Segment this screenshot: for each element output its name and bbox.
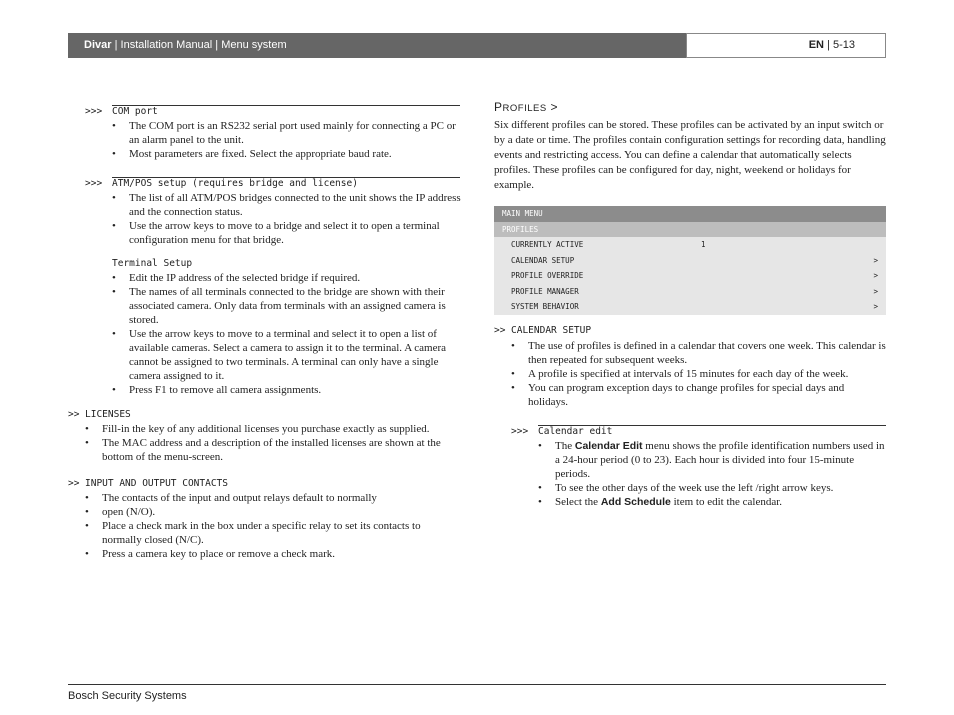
list-item: • The use of profiles is defined in a calendar that covers one week. This calendar is then repeated for subsequent weeks. (511, 339, 887, 367)
terminal-setup-heading: Terminal Setup (112, 258, 193, 269)
list-item: • Press F1 to remove all camera assignments. (112, 383, 462, 397)
calendar-edit-term: Calendar Edit (574, 440, 643, 452)
list-item: • open (N/O). (85, 505, 463, 519)
heading-prefix: >> (68, 409, 80, 420)
calendar-edit-list (538, 439, 888, 509)
list-item-text: The (555, 440, 575, 452)
heading-prefix: >>> (85, 178, 103, 189)
list-item: • Most parameters are fixed. Select the appropriate baud rate. (112, 147, 462, 161)
profiles-heading (494, 100, 558, 114)
list-item: • Fill-in the key of any additional licenses you purchase exactly as supplied. (85, 422, 463, 436)
header-separator: | (111, 39, 121, 51)
com-port-title: COM port (112, 106, 158, 117)
add-schedule-term: Add Schedule (600, 496, 671, 508)
calendar-edit-heading (511, 426, 612, 437)
list-item-text: item to edit the calendar. (670, 496, 783, 508)
list-item (538, 495, 888, 509)
menu-item-arrow: > (873, 302, 878, 311)
menu-item-arrow: > (873, 271, 878, 280)
licenses-heading (68, 409, 131, 420)
atm-pos-heading (85, 178, 358, 189)
io-contacts-title: INPUT AND OUTPUT CONTACTS (85, 478, 228, 489)
list-item-text: Select the (555, 496, 601, 508)
io-contacts-list (85, 491, 463, 561)
list-item: • To see the other days of the week use the left /right arrow keys. (538, 481, 888, 495)
header-language: EN (808, 39, 824, 51)
atm-pos-list (112, 191, 462, 247)
calendar-edit-title: Calendar edit (538, 426, 613, 437)
list-item: • Use the arrow keys to move to a terminal and select it to open a list of available cameras. Select a camera to assign it to the terminal. A camera cannot be assigned to two terminals. A terminal can only have a single camera assigned to it. (112, 327, 462, 383)
heading-prefix: >> (494, 325, 506, 336)
menu-item-label: CALENDAR SETUP (511, 255, 575, 265)
terminal-setup-list (112, 271, 462, 397)
header-page-box (686, 33, 886, 58)
footer-company: Bosch Security Systems (68, 690, 187, 702)
list-item: • Place a check mark in the box under a specific relay to set its contacts to normally closed (N/C). (85, 519, 463, 547)
menu-item-profile-manager[interactable] (494, 284, 886, 300)
footer-rule (68, 684, 886, 685)
list-item: • The list of all ATM/POS bridges connected to the unit shows the IP address and the connection status. (112, 191, 462, 219)
header-separator: | (212, 39, 222, 51)
licenses-list (85, 422, 463, 464)
list-item: • Use the arrow keys to move to a bridge and select it to open a terminal configuration menu for that bridge. (112, 219, 462, 247)
menu-item-arrow: > (873, 255, 878, 265)
licenses-title: LICENSES (85, 409, 131, 420)
calendar-setup-heading (494, 325, 591, 336)
io-contacts-heading (68, 478, 228, 489)
menu-item-label: PROFILE OVERRIDE (511, 271, 584, 280)
list-item: • A profile is specified at intervals of 15 minutes for each day of the week. (511, 367, 887, 381)
profiles-intro: Six different profiles can be stored. These profiles can be activated by an input switch or by a date or time. The profiles contain configuration settings for recording data, handling events and restricting access. You can define a calendar that automatically selects profiles. These profiles can be configured for day, night, weekend or holidays for example. (494, 119, 886, 191)
menu-item-label: CURRENTLY ACTIVE (511, 240, 584, 249)
profiles-title-initial: P (494, 100, 503, 114)
list-item: • The contacts of the input and output relays default to normally (85, 491, 463, 505)
header-section: Menu system (221, 39, 287, 51)
com-port-heading (85, 106, 158, 117)
menu-item-arrow: > (873, 286, 878, 296)
menu-title-main: MAIN MENU (494, 206, 886, 222)
list-item: • The names of all terminals connected to the bridge are shown with their associated camera. Only data from terminals with an assigned camera is stored. (112, 285, 462, 327)
menu-item-value: 1 (701, 240, 706, 249)
heading-prefix: >>> (85, 106, 103, 117)
list-item: • The MAC address and a description of the installed licenses are shown at the bottom of the menu-screen. (85, 436, 463, 464)
list-item: • The COM port is an RS232 serial port used mainly for connecting a PC or an alarm panel to the unit. (112, 119, 462, 147)
list-item: • Press a camera key to place or remove a check mark. (85, 547, 463, 561)
menu-item-currently-active[interactable] (494, 237, 886, 253)
atm-pos-title: ATM/POS setup (requires bridge and license) (112, 178, 358, 189)
menu-item-calendar-setup[interactable] (494, 253, 886, 269)
list-item (538, 439, 888, 481)
menu-title-profiles: PROFILES (494, 222, 886, 238)
header-page-number: 5-13 (832, 39, 855, 51)
header-bar (68, 33, 686, 58)
list-item: • Edit the IP address of the selected bridge if required. (112, 271, 462, 285)
list-item-text: menu shows the profile identification numbers used in a 24-hour period (0 to 23). Each hour is divided into four 15-minute periods. (555, 440, 885, 480)
menu-item-label: PROFILE MANAGER (511, 286, 579, 296)
profiles-menu-screen (494, 206, 886, 315)
list-item: • You can program exception days to change profiles for special days and holidays. (511, 381, 887, 409)
header-brand: Divar (84, 39, 112, 51)
menu-item-system-behavior[interactable] (494, 299, 886, 315)
com-port-list (112, 119, 462, 161)
profiles-title-rest: ROFILES (502, 103, 547, 114)
calendar-setup-title: CALENDAR SETUP (511, 325, 592, 336)
header-doc-title: Installation Manual (120, 39, 213, 51)
profiles-title-arrow: > (546, 100, 559, 114)
header-page-separator: | (823, 39, 833, 51)
calendar-setup-list (511, 339, 887, 409)
section-rule (112, 105, 460, 106)
menu-item-profile-override[interactable] (494, 268, 886, 284)
heading-prefix: >> (68, 478, 80, 489)
menu-item-label: SYSTEM BEHAVIOR (511, 302, 579, 311)
heading-prefix: >>> (511, 426, 529, 437)
